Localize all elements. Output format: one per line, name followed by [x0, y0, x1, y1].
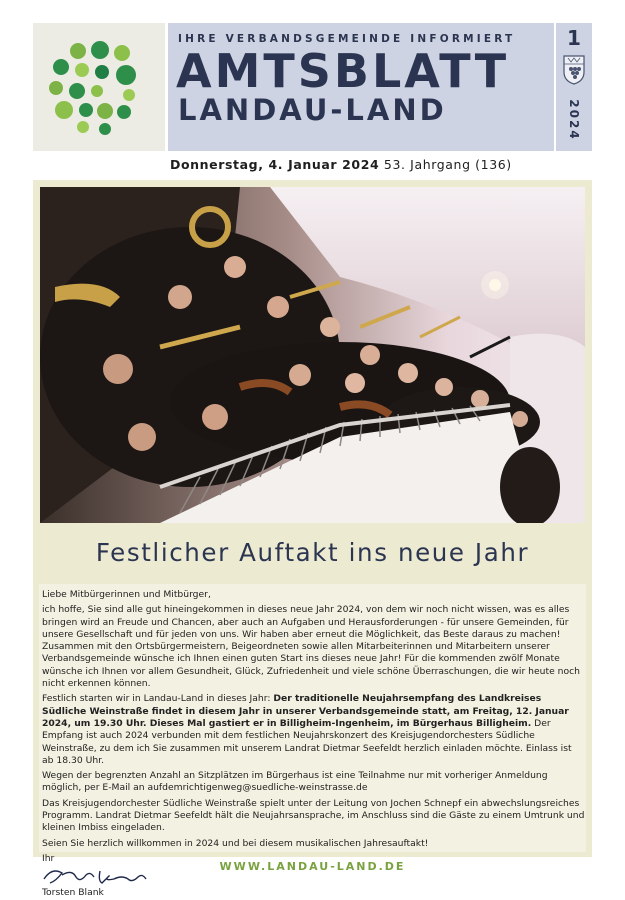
logo-dot [75, 63, 89, 77]
logo-dot [114, 45, 130, 61]
masthead [168, 23, 554, 151]
signature-name: Torsten Blank [42, 887, 104, 899]
logo-dot [70, 43, 86, 59]
dateline [170, 157, 512, 172]
issue-number: 1 [567, 26, 581, 50]
issue-year [560, 95, 588, 145]
masthead-title: AMTSBLATT [176, 44, 510, 98]
issue-year-text: 2024 [567, 99, 581, 141]
issue-date: Donnerstag, 4. Januar 2024 [170, 157, 380, 172]
logo-dot [91, 41, 109, 59]
letter-paragraph-event [42, 693, 585, 767]
masthead-subtitle: LANDAU-LAND [178, 93, 447, 127]
orchestra-photo [40, 187, 585, 523]
logo-dot [99, 123, 111, 135]
event-highlight: Der traditionelle Neujahrsempfang des Landkreises Südliche Weinstraße findet in diesem Jahr in unserer Verbandsgemeinde statt, am Freitag, 12. Januar 2024, um 19.30 Uhr. Dieses Mal gastiert er in Billigheim-Ingenheim, im Bürgerhaus Billigheim. [42, 693, 569, 729]
logo-dot [53, 59, 69, 75]
logo-dot [117, 105, 131, 119]
masthead-kicker: IHRE VERBANDSGEMEINDE INFORMIERT [178, 33, 516, 45]
issue-box [556, 23, 592, 151]
logo-dot [77, 121, 89, 133]
letter-paragraph: ich hoffe, Sie sind alle gut hineingekommen in dieses neue Jahr 2024, von dem wir noch nicht wissen, was es alles bringen wird an Freude und Chancen, aber auch an Aufgaben und Herausforderungen - für unsere Gemeinden, für unsere Gesellschaft und für jeden von uns. Wir haben aber erneut die Möglichkeit, das Beste daraus zu machen! Zusammen mit den Ortsbürgermeistern, Beigeordneten sowie allen Mitarbeiterinnen und Mitarbeitern unserer Verbandsgemeinde wünsche ich Ihnen einen guten Start ins dieses neue Jahr! Für die kommenden zwölf Monate wünsche ich Ihnen vor allem Gesundheit, Glück, Zufriedenheit und viele schöne Überraschungen, die wir heute noch nicht erkennen können. [42, 604, 580, 690]
letter-paragraph-welcome: Seien Sie herzlich willkommen in 2024 und bei diesem musikalischen Jahresauftakt! [42, 837, 429, 849]
logo-dot [49, 81, 63, 95]
letter-closing: Ihr [42, 852, 55, 864]
logo-dot [123, 89, 135, 101]
logo-dot [69, 83, 85, 99]
letter-paragraph-registration: Wegen der begrenzten Anzahl an Sitzplätzen im Bürgerhaus ist eine Teilnahme nur mit vorheriger Anmeldung möglich, per E-Mail an aufdemrichtigenweg@suedliche-weinstrasse.de [42, 770, 548, 794]
coat-of-arms-grapes-icon [563, 55, 585, 85]
logo-dot [116, 65, 136, 85]
event-details: Der Empfang ist auch 2024 verbunden mit dem festlichen Neujahrskonzert des Kreisjugendorchesters Südliche Weinstraße, zu dem ich Sie zusammen mit unserem Landrat Dietmar Seefeldt herzlich einladen möchte. Einlass ist ab 18.30 Uhr. [42, 717, 572, 766]
logo-dot [95, 65, 109, 79]
logo-dot [79, 103, 93, 117]
logo-dot [55, 101, 73, 119]
website-link[interactable]: WWW.LANDAU-LAND.DE [219, 860, 406, 873]
mayor-letter [42, 589, 585, 900]
letter-paragraph-program: Das Kreisjugendorchester Südliche Weinstraße spielt unter der Leitung von Jochen Schnepf ein abwechslungsreiches Programm. Landrat Dietmar Seefeldt hält die Neujahrsansprache, im Anschluss sind die Gäste zu einem Umtrunk und kleinen Imbiss eingeladen. [42, 797, 585, 834]
logo [33, 23, 165, 151]
logo-dot [91, 85, 103, 97]
issue-volume: 53. Jahrgang (136) [383, 157, 512, 172]
cover-headline: Festlicher Auftakt ins neue Jahr [95, 538, 530, 567]
logo-dot [97, 103, 113, 119]
event-intro: Festlich starten wir in Landau-Land in dieses Jahr: [42, 693, 274, 705]
letter-salutation: Liebe Mitbürgerinnen und Mitbürger, [42, 589, 211, 600]
